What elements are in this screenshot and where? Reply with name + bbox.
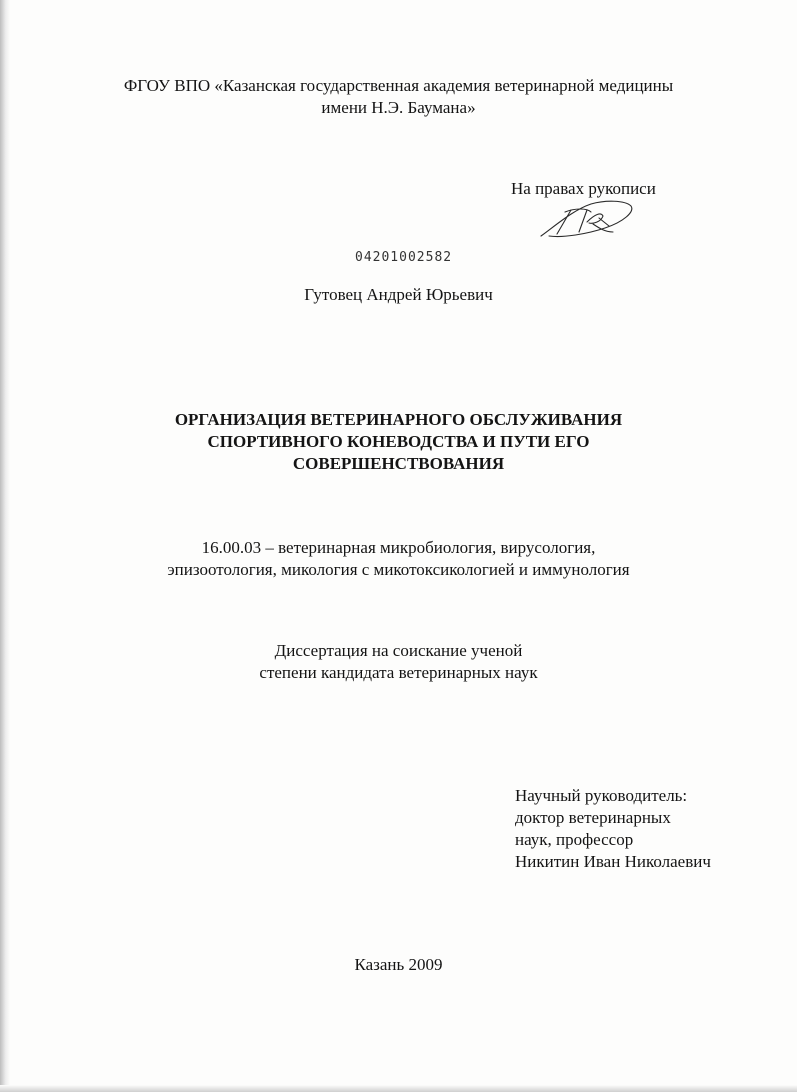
dissertation-title-line-1: ОРГАНИЗАЦИЯ ВЕТЕРИНАРНОГО ОБСЛУЖИВАНИЯ xyxy=(174,410,623,429)
specialty-line-1: 16.00.03 – ветеринарная микробиология, вирусология, xyxy=(201,538,596,557)
signature-icon xyxy=(535,196,637,242)
supervisor-line-1: Научный руководитель: xyxy=(515,786,688,805)
specialty-line-2: эпизоотология, микология с микотоксикологией и иммунология xyxy=(167,560,630,579)
degree-line-1: Диссертация на соискание ученой xyxy=(274,641,523,660)
supervisor-line-2: доктор ветеринарных xyxy=(515,808,671,827)
institution-line-2: имени Н.Э. Баумана» xyxy=(321,98,476,117)
dissertation-title-line-2: СПОРТИВНОГО КОНЕВОДСТВА И ПУТИ ЕГО xyxy=(207,432,590,451)
document-number: 04201002582 xyxy=(355,250,453,265)
place-year: Казань 2009 xyxy=(354,955,443,974)
supervisor-line-3: наук, профессор xyxy=(515,830,634,849)
supervisor-line-4: Никитин Иван Николаевич xyxy=(515,852,711,871)
author-name: Гутовец Андрей Юрьевич xyxy=(304,285,493,304)
dissertation-title-line-3: СОВЕРШЕНСТВОВАНИЯ xyxy=(292,454,505,473)
rights-label: На правах рукописи xyxy=(511,179,656,198)
scan-shadow-bottom xyxy=(0,1085,797,1092)
degree-line-2: степени кандидата ветеринарных наук xyxy=(259,663,538,682)
institution-line-1: ФГОУ ВПО «Казанская государственная академия ветеринарной медицины xyxy=(123,76,674,95)
